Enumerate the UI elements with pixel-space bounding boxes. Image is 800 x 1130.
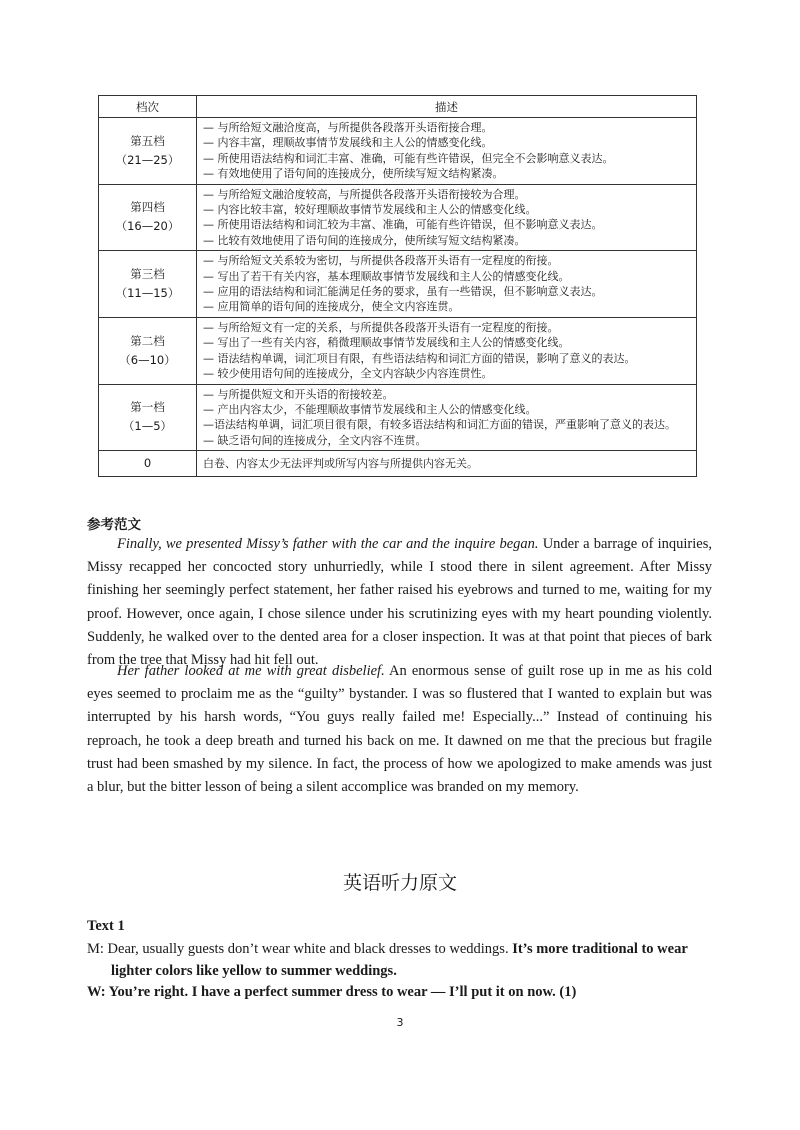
level-cell: 0	[99, 451, 197, 477]
description-cell	[197, 251, 697, 318]
criterion: — 产出内容太少，不能理顺故事情节发展线和主人公的情感变化线。	[203, 402, 537, 416]
level-name: 第三档	[130, 267, 165, 282]
level-range: （1—5）	[122, 419, 173, 434]
criterion: — 比较有效地使用了语句间的连接成分，使所续写短文结构紧凑。	[203, 233, 526, 247]
page-number: 3	[396, 1016, 404, 1029]
table-row	[99, 451, 697, 477]
criterion: — 写出了若干有关内容，基本理顺故事情节发展线和主人公的情感变化线。	[203, 269, 570, 283]
criterion: — 应用的语法结构和词汇能满足任务的要求，虽有一些错误，但不影响意义表达。	[203, 285, 603, 299]
description-cell: 白卷、内容太少无法评判或所写内容与所提供内容无关。	[197, 451, 697, 477]
table-row	[99, 118, 697, 185]
dialogue-line-w: W: You’re right. I have a perfect summer dress to wear — I’ll put it on now. (1)	[87, 984, 577, 1000]
dialogue-line-m	[87, 938, 717, 982]
paragraph-lead: Finally, we presented Missy’s father with the car and the inquire began.	[117, 536, 539, 552]
essay-paragraph-1	[87, 533, 712, 672]
criterion: — 语法结构单调，词汇项目有限，有些语法结构和词汇方面的错误，影响了意义的表达。	[203, 351, 636, 365]
criterion: — 内容比较丰富，较好理顺故事情节发展线和主人公的情感变化线。	[203, 203, 537, 217]
level-cell	[99, 118, 197, 185]
table-row	[99, 184, 697, 251]
level-cell	[99, 317, 197, 384]
level-name: 第一档	[130, 400, 165, 415]
criterion: — 较少使用语句间的连接成分，全文内容缺少内容连贯性。	[203, 367, 493, 381]
level-cell	[99, 251, 197, 318]
criterion: — 内容丰富，理顺故事情节发展线和主人公的情感变化线。	[203, 136, 493, 150]
table-row	[99, 384, 697, 451]
criterion: — 与所给短文融洽度高，与所提供各段落开头语衔接合理。	[203, 121, 493, 134]
text-label: Text 1	[87, 918, 125, 934]
table-header-row	[99, 96, 697, 118]
criterion: —语法结构单调，词汇项目很有限，有较多语法结构和词汇方面的错误，严重影响了意义的表达。	[203, 418, 676, 432]
line-bold: It’s more traditional to wear	[512, 941, 688, 957]
criterion: — 所使用语法结构和词汇较为丰富、准确，可能有些许错误，但不影响意义表达。	[203, 218, 603, 232]
listening-heading: 英语听力原文	[342, 872, 457, 894]
criterion: — 应用简单的语句间的连接成分，使全文内容连贯。	[203, 300, 460, 314]
header-level: 档次	[99, 96, 197, 118]
criterion: — 与所给短文有一定的关系，与所提供各段落开头语有一定程度的衔接。	[203, 320, 559, 334]
level-range: （6—10）	[119, 352, 176, 367]
description-cell	[197, 184, 697, 251]
level-range: （16—20）	[115, 219, 180, 234]
criterion: — 与所提供短文和开头语的衔接较差。	[203, 387, 394, 401]
level-name: 第五档	[130, 133, 165, 148]
line-plain: M: Dear, usually guests don’t wear white and black dresses to weddings.	[87, 941, 513, 957]
level-cell	[99, 384, 197, 451]
criterion: — 所使用语法结构和词汇丰富、准确，可能有些许错误，但完全不会影响意义表达。	[203, 151, 614, 165]
criterion: — 缺乏语句间的连接成分，全文内容不连贯。	[203, 433, 427, 447]
essay-section-title: 参考范文	[87, 517, 141, 533]
paragraph-lead: Her father looked at me with great disbelief.	[117, 663, 385, 679]
level-name: 第四档	[130, 200, 165, 215]
criterion: — 与所给短文融洽度较高，与所提供各段落开头语衔接较为合理。	[203, 187, 526, 201]
level-name: 第二档	[130, 333, 165, 348]
scoring-rubric-table	[98, 95, 697, 477]
description-cell	[197, 118, 697, 185]
criterion: — 写出了一些有关内容，稍微理顺故事情节发展线和主人公的情感变化线。	[203, 336, 570, 350]
level-cell	[99, 184, 197, 251]
description-cell	[197, 384, 697, 451]
paragraph-body: Under a barrage of inquiries, Missy recapped her concocted story unhurriedly, while I stood there in silent agreement. After Missy finishing her seemingly perfect statement, her father raised his eyebrows and turned to me, waiting for my proof. However, once again, I chose silence under his scrutinizing eyes with my heart pounding violently. Suddenly, he walked over to the dented area for a closer inspection. It was at that point that pieces of bark from the tree that Missy had hit fell out.	[87, 536, 712, 669]
criterion: — 与所给短文关系较为密切，与所提供各段落开头语有一定程度的衔接。	[203, 254, 559, 268]
description-cell	[197, 317, 697, 384]
paragraph-body: An enormous sense of guilt rose up in me as his cold eyes seemed to proclaim me as the “guilty” bystander. I was so flustered that I wanted to explain but was interrupted by his harsh words, “You guys really failed me! Especially...” Instead of continuing his reproach, he took a deep breath and turned his back on me. It dawned on me that the precious but fragile trust had been smashed by my silence. In fact, the process of how we apologized to make amends was just a blur, but the bitter lesson of being a silent accomplice was branded on my memory.	[87, 663, 712, 796]
criterion: — 有效地使用了语句间的连接成分，使所续写短文结构紧凑。	[203, 167, 504, 181]
level-range: （21—25）	[115, 152, 180, 167]
table-row	[99, 317, 697, 384]
table-row	[99, 251, 697, 318]
level-range: （11—15）	[115, 286, 180, 301]
header-description: 描述	[197, 96, 697, 118]
line-bold-continued: lighter colors like yellow to summer weddings.	[111, 963, 397, 979]
essay-paragraph-2	[87, 660, 712, 799]
